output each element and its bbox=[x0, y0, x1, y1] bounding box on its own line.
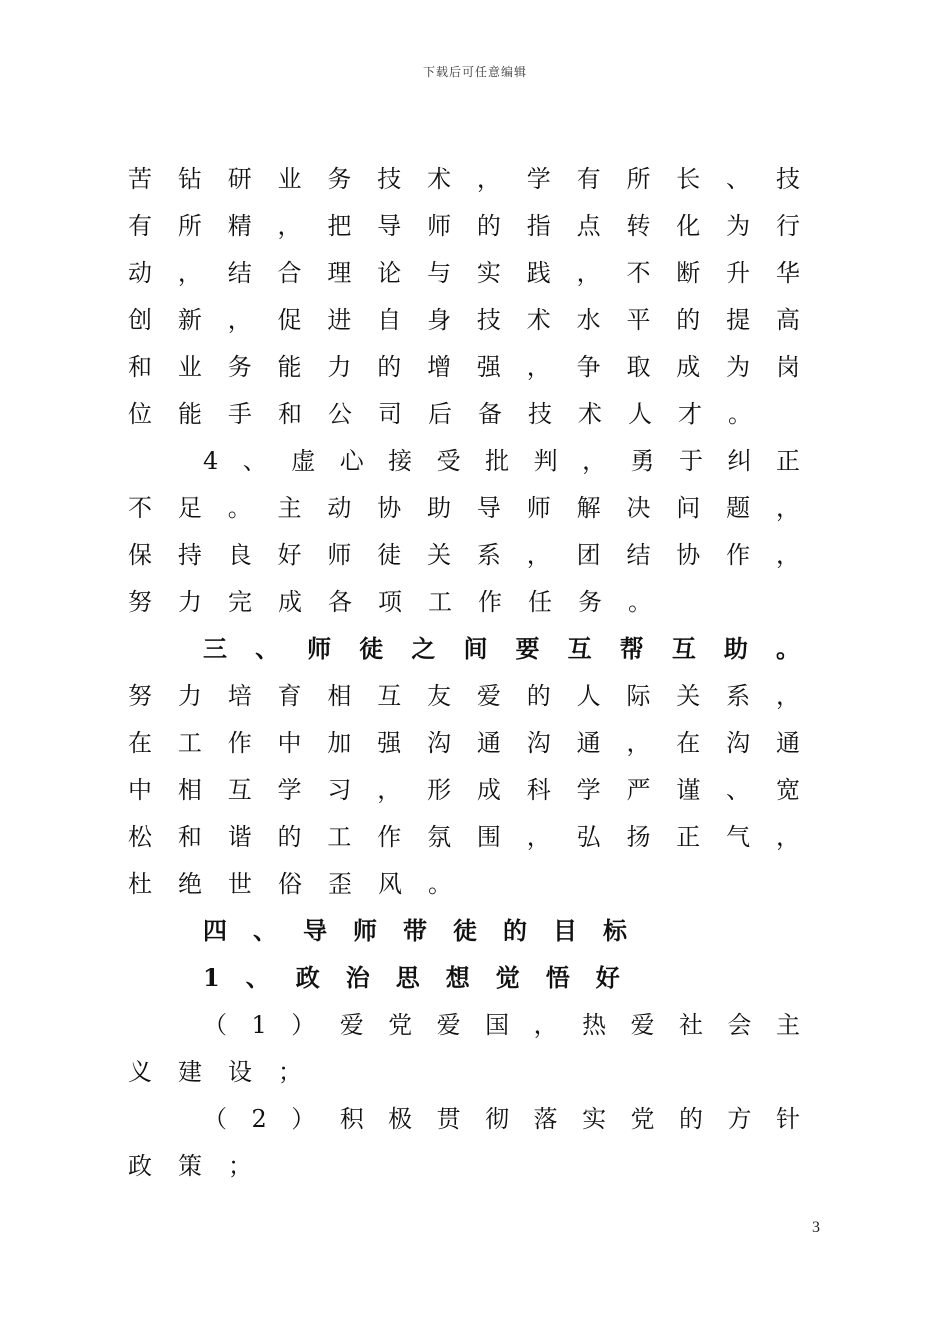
subsection-heading: 1、政治思想觉悟好 bbox=[203, 963, 646, 992]
body-text-line: 努力培育相互友爱的人际关系， bbox=[128, 682, 800, 710]
body-text-line: 义建设； bbox=[128, 1058, 328, 1086]
body-text-line: 杜绝世俗歪风。 bbox=[128, 870, 478, 898]
body-text-line: 动，结合理论与实践，不断升华 bbox=[128, 259, 800, 287]
page-number: 3 bbox=[812, 1219, 820, 1236]
body-text-line: 政策； bbox=[128, 1152, 278, 1180]
body-text-line: 在工作中加强沟通沟通，在沟通 bbox=[128, 729, 800, 757]
body-text-line: 松和谐的工作氛围，弘扬正气， bbox=[128, 823, 800, 851]
numbered-item-line: 4、虚心接受批判，勇于纠正 bbox=[203, 447, 800, 475]
body-text-line: 努力完成各项工作任务。 bbox=[128, 588, 678, 616]
page-header: 下载后可任意编辑 bbox=[422, 65, 527, 79]
body-text-line: 创新，促进自身技术水平的提高 bbox=[128, 306, 800, 334]
body-text-line: 和业务能力的增强，争取成为岗 bbox=[128, 353, 800, 381]
section-heading: 三、师徒之间要互帮互助。 bbox=[203, 634, 800, 663]
body-text-line: 位能手和公司后备技术人才。 bbox=[128, 400, 778, 428]
body-text-line: 不足。主动协助导师解决问题， bbox=[128, 494, 800, 522]
body-text-line: 中相互学习，形成科学严谨、宽 bbox=[128, 776, 800, 804]
body-text-line: 有所精，把导师的指点转化为行 bbox=[128, 212, 800, 240]
list-item-line: （1）爱党爱国，热爱社会主 bbox=[203, 1011, 800, 1039]
body-text-line: 苦钻研业务技术，学有所长、技 bbox=[128, 165, 800, 193]
list-item-line: （2）积极贯彻落实党的方针 bbox=[203, 1105, 800, 1133]
body-text-line: 保持良好师徒关系，团结协作， bbox=[128, 541, 800, 569]
section-heading: 四、导师带徒的目标 bbox=[203, 916, 653, 945]
